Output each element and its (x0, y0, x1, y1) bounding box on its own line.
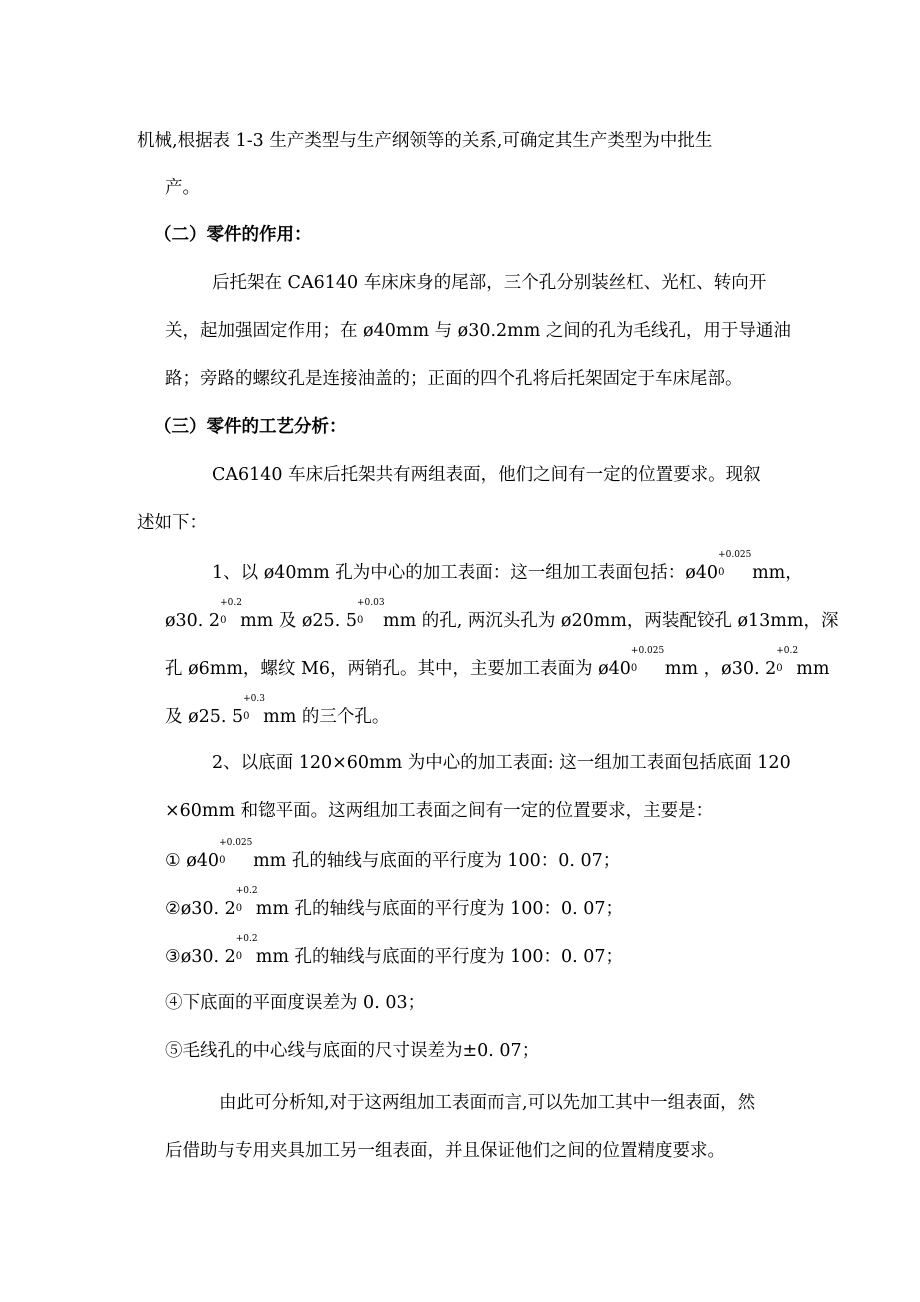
requirement-item-5: ⑤毛线孔的中心线与底面的尺寸误差为±0. 07； (165, 1041, 540, 1061)
tolerance-upper: +0.025 (718, 550, 752, 560)
paragraph-line: 机械,根据表 1-3 生产类型与生产纲领等的关系,可确定其生产类型为中批生 (137, 131, 713, 151)
tolerance-upper: +0.025 (219, 838, 253, 848)
paragraph-line: 关，起加强固定作用；在 ø40mm 与 ø30.2mm 之间的孔为毛线孔，用于导通油 (165, 321, 791, 341)
text-run: mm 的三个孔。 (263, 707, 390, 727)
tolerance-d40 (219, 838, 253, 866)
text-run: mm 的孔, 两沉头孔为 ø20mm，两装配铰孔 ø13mm，深 (382, 611, 839, 631)
tolerance-d30-2 (220, 598, 242, 626)
text-run: 1、以 ø40mm 孔为中心的加工表面：这一组加工表面包括：ø40 (212, 563, 719, 583)
tolerance-lower: 0 (235, 951, 243, 962)
tolerance-d30-2 (235, 934, 258, 962)
tolerance-upper: +0.2 (235, 886, 258, 896)
text-run: mm 及 ø25. 5 (240, 611, 357, 631)
text-run: mm (796, 659, 830, 679)
paragraph-line-with-tolerance (165, 694, 390, 730)
paragraph-line: 后借助与专用夹具加工另一组表面，并且保证他们之间的位置精度要求。 (165, 1141, 725, 1161)
tolerance-upper: +0.3 (243, 694, 265, 704)
paragraph-line-with-tolerance (165, 598, 839, 634)
paragraph-line-with-tolerance (165, 646, 830, 682)
text-run: mm， (752, 563, 803, 583)
section-heading-function: （二）零件的作用： (154, 225, 312, 245)
tolerance-lower: 0 (776, 663, 783, 674)
tolerance-d40 (718, 550, 752, 578)
tolerance-d25-5 (243, 694, 265, 722)
requirement-item-4: ④下底面的平面度误差为 0. 03； (165, 993, 426, 1013)
paragraph-line-with-tolerance (212, 550, 803, 586)
tolerance-lower: 0 (356, 615, 364, 626)
paragraph-line: 由此可分析知,对于这两组加工表面而言,可以先加工其中一组表面，然 (219, 1093, 756, 1113)
paragraph-line: 述如下： (137, 513, 207, 533)
text-run: 及 ø25. 5 (165, 707, 244, 727)
text-run: mm 孔的轴线与底面的平行度为 100：0. 07； (255, 899, 624, 919)
text-run: ③ø30. 2 (165, 947, 236, 967)
requirement-item-1 (165, 838, 621, 874)
tolerance-d30-2 (776, 646, 799, 674)
requirement-item-2 (165, 886, 624, 922)
text-run: mm 孔的轴线与底面的平行度为 100：0. 07； (253, 851, 621, 871)
paragraph-line: CA6140 车床后托架共有两组表面，他们之间有一定的位置要求。现叙 (212, 465, 761, 485)
tolerance-lower: 0 (219, 855, 226, 866)
tolerance-upper: +0.2 (235, 934, 258, 944)
tolerance-upper: +0.025 (630, 646, 665, 656)
text-run: ① ø40 (165, 851, 220, 871)
text-run: mm ，ø30. 2 (664, 659, 777, 679)
text-run: 孔 ø6mm，螺纹 M6，两销孔。其中，主要加工表面为 ø40 (165, 659, 631, 679)
tolerance-d30-2 (235, 886, 258, 914)
tolerance-d25-5 (356, 598, 385, 626)
paragraph-line: 产。 (165, 178, 200, 198)
tolerance-lower: 0 (235, 903, 243, 914)
text-run: ø30. 2 (165, 611, 221, 631)
tolerance-lower: 0 (718, 567, 725, 578)
section-heading-process-analysis: （三）零件的工艺分析： (154, 417, 347, 437)
tolerance-d40 (630, 646, 665, 674)
paragraph-line: 后托架在 CA6140 车床床身的尾部，三个孔分别装丝杠、光杠、转向开 (212, 273, 767, 293)
tolerance-upper: +0.2 (776, 646, 799, 656)
paragraph-line: 路；旁路的螺纹孔是连接油盖的；正面的四个孔将后托架固定于车床尾部。 (165, 369, 743, 389)
requirement-item-3 (165, 934, 624, 970)
tolerance-upper: +0.03 (356, 598, 385, 608)
tolerance-lower: 0 (243, 711, 250, 722)
text-run: mm 孔的轴线与底面的平行度为 100：0. 07； (255, 947, 624, 967)
paragraph-line: ×60mm 和锪平面。这两组加工表面之间有一定的位置要求，主要是： (165, 801, 714, 821)
text-run: ②ø30. 2 (165, 899, 236, 919)
paragraph-line: 2、以底面 120×60mm 为中心的加工表面: 这一组加工表面包括底面 120 (212, 753, 791, 773)
tolerance-lower: 0 (220, 615, 227, 626)
tolerance-upper: +0.2 (220, 598, 242, 608)
tolerance-lower: 0 (630, 663, 638, 674)
